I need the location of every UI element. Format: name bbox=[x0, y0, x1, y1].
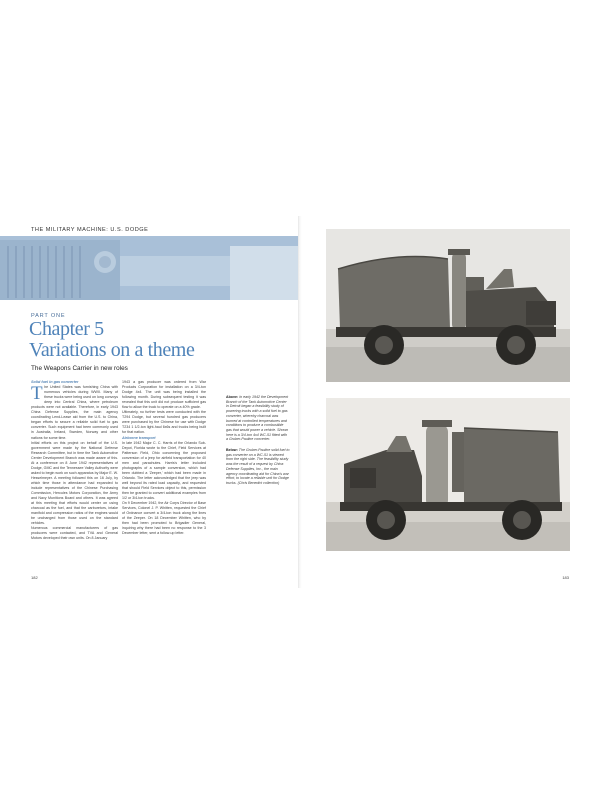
body-paragraph: In late 1942 Major C. C. Harris of the Orlando Sub-Depot, Florida wrote to the Chief, Field Services at Patterson Field, Ohio concerning the proposed conversion of a jeep for airfield transportation for 40 men and parachutes. Harris's letter included photographs of a sample conversion, which had been dubbed a 'Zeeper,' which had been made in Orlando. The letter acknowledged that the jeep was well beyond its rated load capacity, and requested that should Field Services object to this, permission then be granted to convert additional examples from 1/2 or 3/4-ton trucks. bbox=[122, 440, 206, 501]
chapter-name: Variations on a theme bbox=[29, 339, 195, 361]
body-paragraph: 1943 a gas producer was ordered from War Products Corporation for installation on a 3/4-ton Dodge 4x4. The unit was being installed the following month. During subsequent testing it was revealed that this unit did not produce sufficient gas flow to allow the truck to operate on a 40% grade. bbox=[122, 380, 206, 410]
photo-captions bbox=[226, 395, 290, 492]
text-column-2 bbox=[122, 380, 206, 536]
running-head: THE MILITARY MACHINE: U.S. DODGE bbox=[31, 227, 149, 233]
caption-lead: Below: bbox=[226, 448, 238, 453]
photo-truck-bottom bbox=[326, 398, 570, 551]
book-gutter bbox=[298, 216, 302, 588]
chapter-title bbox=[29, 319, 194, 361]
body-paragraph: Initial efforts on this project on behalf of the U.S. government were made by the National Defense Research Committee, but in time the Tank Automotive Center Development Branch was made aware of this. At a conference on 8 June 1942 representatives of Dodge, GMC and the Tennessee Valley Authority were asked to begin work on such apparatus by Major E. W. Hesselmeyer. A meeting followed this on 16 July, by which time those in attendance had expanded to include representatives of the Chinese Purchasing Commission, Hercules Motors Corporation, the Army and Navy Munitions Board and others. It was agreed at this meeting that efforts would center on using charcoal as the fuel, and that the carburetors, intake manifold and compression ratios of the engines would be unchanged from those used on the standard vehicles. bbox=[31, 440, 118, 526]
part-label: PART ONE bbox=[31, 313, 66, 319]
caption-lead: Above: bbox=[226, 395, 239, 399]
chapter-banner-image bbox=[0, 236, 298, 300]
caption-above: Above: In early 1942 the Development Branch of the Tank Automotive Center in Detroit began a feasibility study of powering trucks with a solid fuel to gas converter, whereby charcoal was burned at controlled temperatures and conditions to produce a combustible gas that would power a vehicle. Shown here is a 3/4-ton 4x4 WC-51 fitted with a Gruber-Pauline converter. bbox=[226, 395, 289, 442]
chapter-number: Chapter 5 bbox=[29, 318, 104, 340]
truck-photo-bottom-illustration bbox=[326, 398, 570, 551]
truck-grille-illustration bbox=[0, 236, 298, 300]
section-subhead: Airborne transport bbox=[122, 435, 156, 440]
truck-photo-top-illustration bbox=[326, 229, 570, 382]
page-number-left: 182 bbox=[31, 575, 38, 580]
page-number-right: 183 bbox=[562, 575, 569, 580]
body-paragraph: Ultimately, no further tests were conducted with the T294 Dodge, but several hundred gas producers were purchased by the Chinese for use with Dodge T234 1 1/2-ton light-haul 6x6s and trucks being built for that nation. bbox=[122, 410, 206, 435]
chapter-subtitle: The Weapons Carrier in new roles bbox=[31, 365, 128, 372]
caption-below: Below: The Gruber-Pauline solid fuel to gas converter on a WC-51 is viewed from the right side. The feasibility study was the result of a request by China Defense Supplies, Inc., the main agency coordinating aid for China's war effort, to locate a reliable unit for Dodge trucks. (Chris Benedict collection) bbox=[226, 448, 290, 485]
section-subhead: Solid fuel in gas converter bbox=[31, 380, 79, 384]
drop-cap: T bbox=[31, 383, 43, 405]
text-column-1 bbox=[31, 380, 118, 542]
body-paragraph: On 9 December 1942, the Air Corps Director of Base Services, Colonel J. P. Whitten, requested the Chief of Ordnance convert a 3/4-ton truck along the lines of the Zeeper. On 18 December Whitten, who by then had been promoted to Brigadier General, inquiring why there had been no response to the 3 December letter, sent a follow-up letter. bbox=[122, 501, 206, 536]
photo-truck-top bbox=[326, 229, 570, 382]
body-paragraph: Numerous commercial manufacturers of gas producers were contacted, and TVA and General Motors developed their own units. On 8 January bbox=[31, 526, 118, 541]
body-paragraph: The United States was furnishing China with numerous vehicles during WWII. Many of these trucks were being used on long convoys deep into Central China, where petroleum products were not available. Therefore, in early 1943 China Defense Supplies, the main agency coordinating Lend-Lease aid from the U.S. to China, began efforts to secure a reliable solid fuel to gas converter. Such equipment had been commonly used in Australia, Ireland, Sweden, Norway and other nations for some time. bbox=[31, 383, 118, 440]
